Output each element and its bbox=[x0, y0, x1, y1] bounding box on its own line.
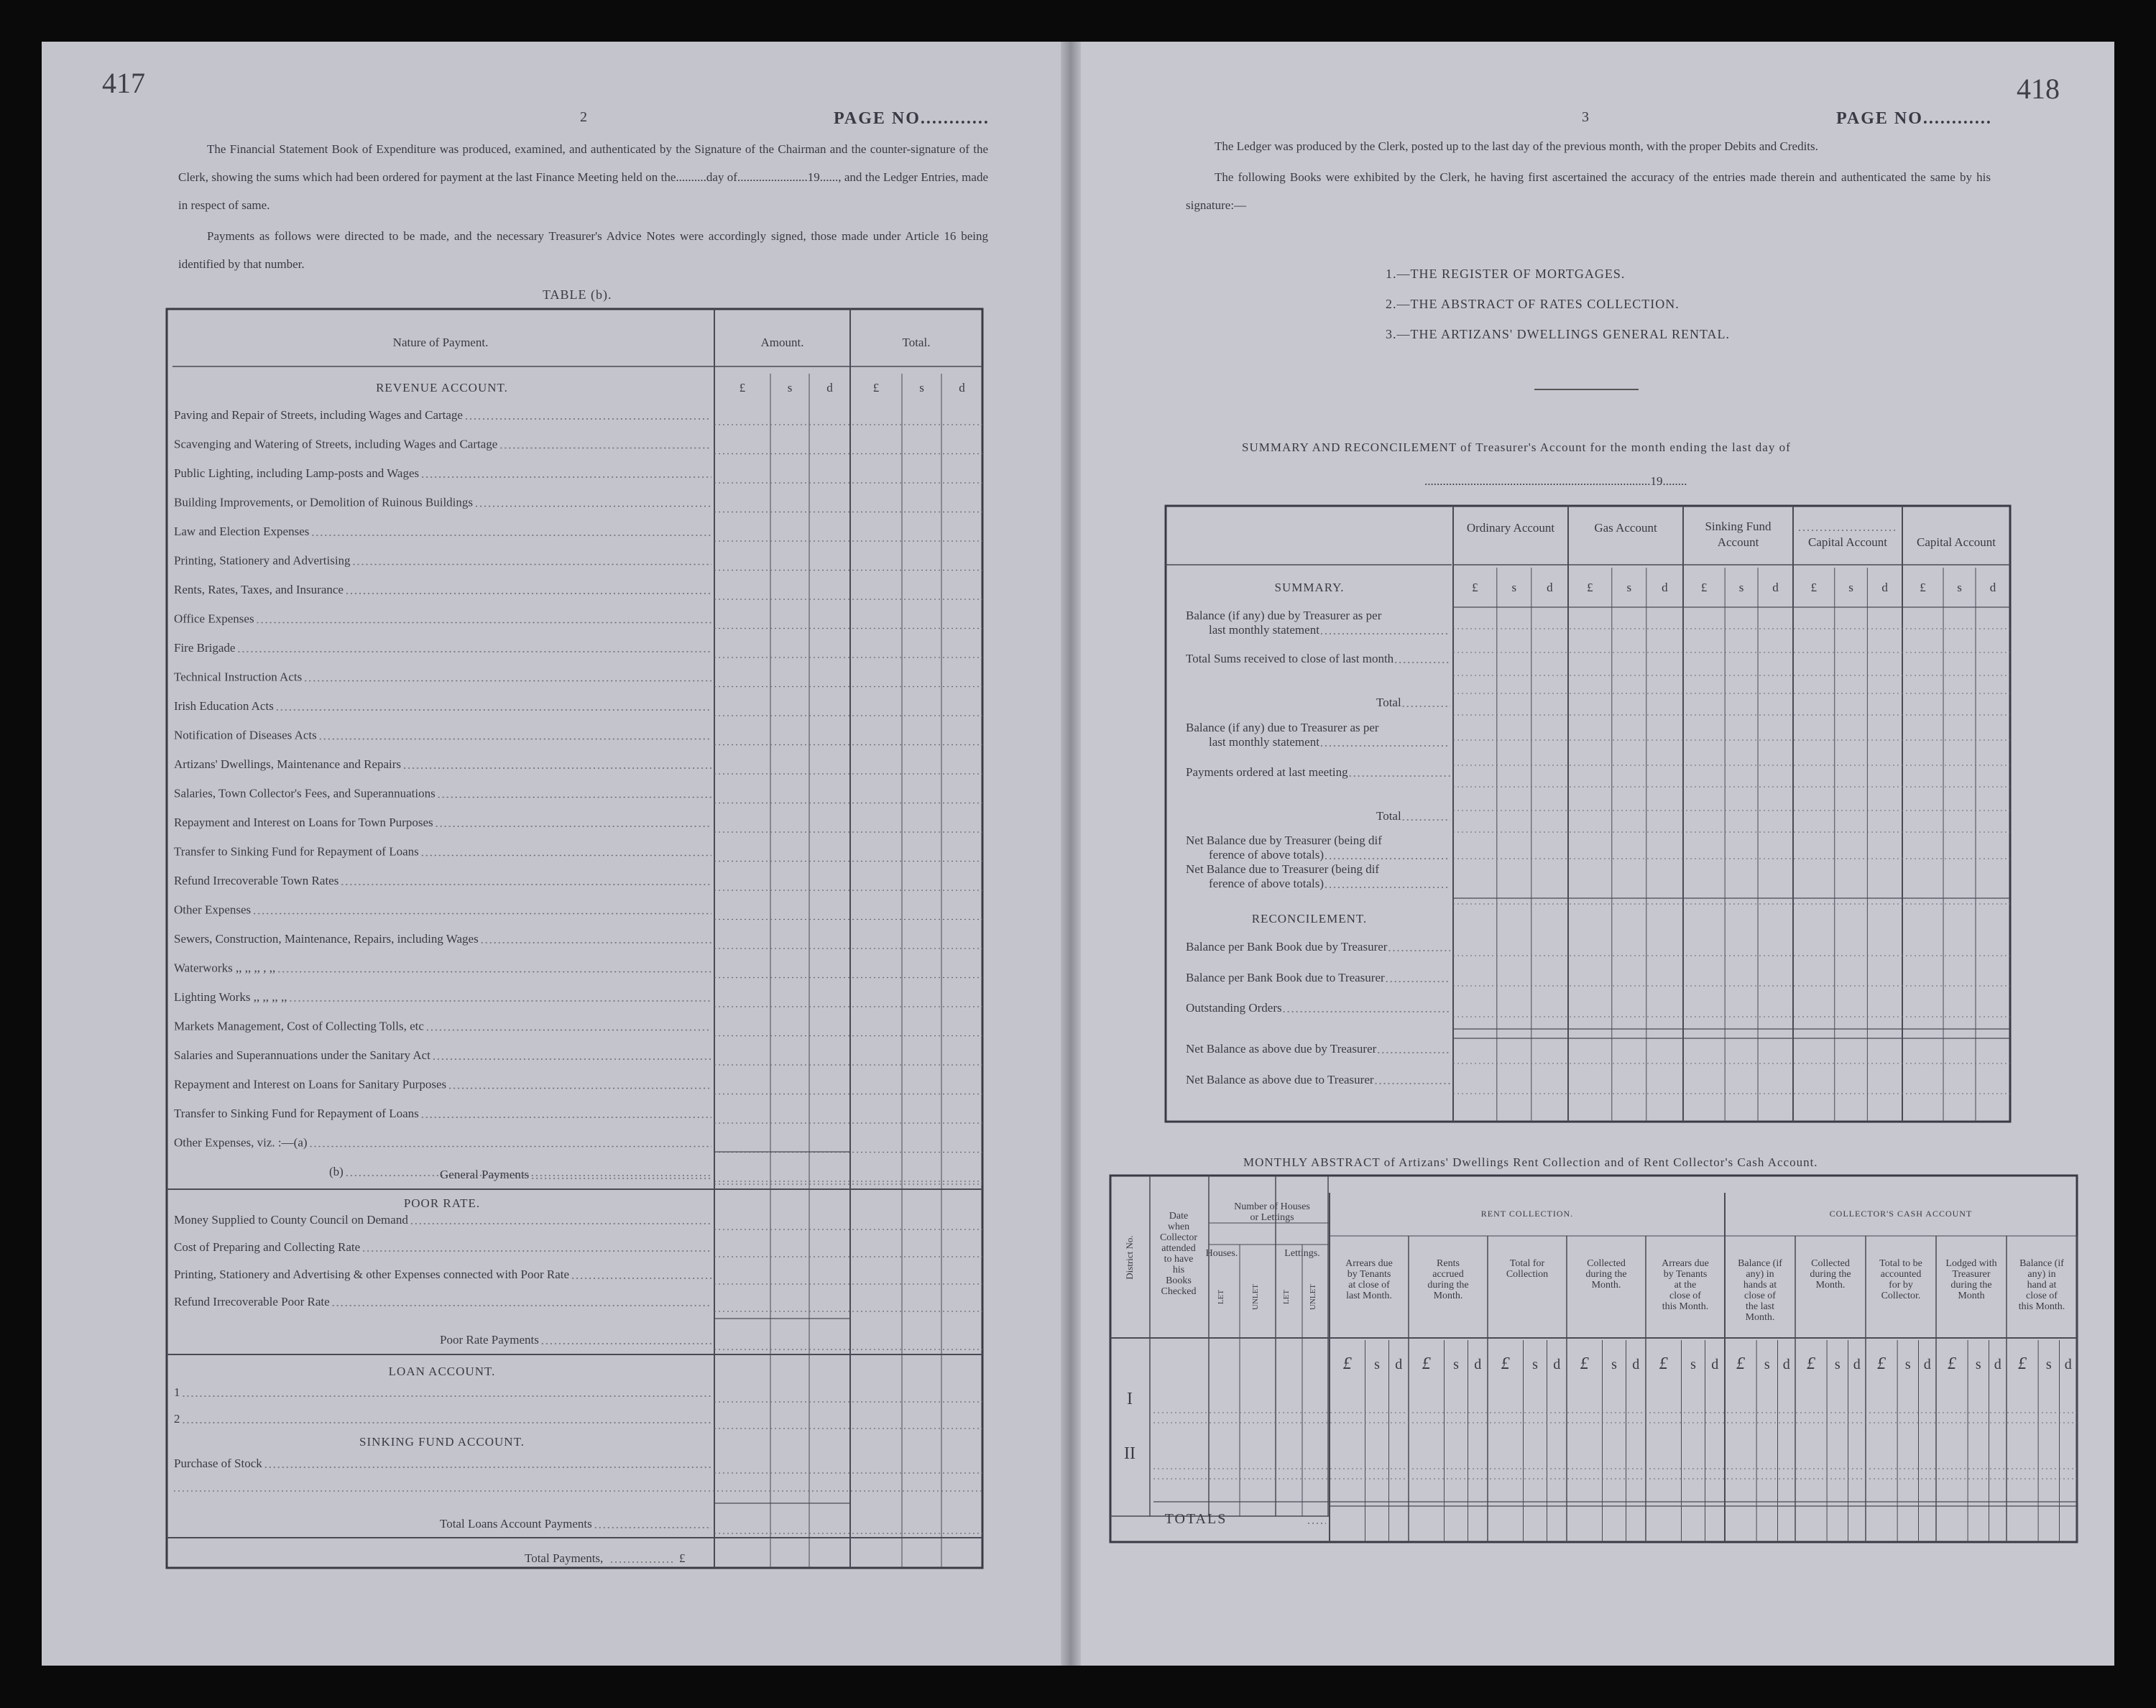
date-checked-header: Checked bbox=[1161, 1286, 1197, 1297]
collectors-cash-header: COLLECTOR'S CASH ACCOUNT bbox=[1829, 1209, 1973, 1219]
revenue-row: Paving and Repair of Streets, including Wages and Cartage bbox=[174, 408, 463, 422]
summary-heading: SUMMARY. bbox=[1274, 581, 1345, 594]
unit-label: £ bbox=[1807, 1354, 1816, 1373]
revenue-row: Markets Management, Cost of Collecting Tolls, etc bbox=[174, 1019, 424, 1033]
left-paragraph-1: The Financial Statement Book of Expenditure was produced, examined, and authenticated by the Signature of the Chairman and the counter-signature of the Clerk, showing the sums which had been ordered for payment at the last Finance Meeting held on the..........day of.......................19......, and the Ledger Entries, made in respect of same. bbox=[178, 142, 988, 212]
unit-label: s bbox=[1374, 1357, 1380, 1372]
unit-label: £ bbox=[1587, 581, 1593, 594]
header-total: Total. bbox=[902, 336, 931, 349]
unit-label: s bbox=[919, 381, 924, 394]
houses-header: Houses. bbox=[1205, 1248, 1238, 1259]
abstract-col-header: for by bbox=[1889, 1280, 1913, 1291]
revenue-heading: REVENUE ACCOUNT. bbox=[376, 381, 508, 394]
revenue-row: Transfer to Sinking Fund for Repayment of Loans bbox=[174, 1107, 419, 1120]
revenue-row: Repayment and Interest on Loans for Sanitary Purposes bbox=[174, 1077, 447, 1091]
poor-rate-heading: POOR RATE. bbox=[403, 1196, 481, 1210]
unit-label: £ bbox=[1877, 1354, 1886, 1373]
revenue-row: Other Expenses, viz. :—(a) bbox=[174, 1135, 308, 1150]
abstract-col-header: Collected bbox=[1811, 1258, 1850, 1269]
total-payments-unit: £ bbox=[679, 1551, 686, 1565]
unit-label: s bbox=[1957, 581, 1962, 594]
unit-label: s bbox=[1611, 1357, 1617, 1372]
totals-label: TOTALS bbox=[1164, 1511, 1227, 1527]
abstract-col-header: Lodged with bbox=[1945, 1258, 1997, 1269]
date-checked-header: to have bbox=[1164, 1254, 1194, 1265]
abstract-col-header: during the bbox=[1427, 1280, 1469, 1291]
total-loans-row: Total Loans Account Payments bbox=[440, 1517, 592, 1531]
unit-label: s bbox=[1626, 581, 1632, 594]
revenue-row: Printing, Stationery and Advertising bbox=[174, 553, 351, 568]
abstract-col-header: last Month. bbox=[1346, 1291, 1392, 1301]
unit-label: d bbox=[1553, 1357, 1561, 1372]
unit-label: £ bbox=[1810, 581, 1818, 594]
unit-label: d bbox=[826, 381, 833, 394]
summary-col-header: Gas Account bbox=[1594, 521, 1657, 535]
abstract-col-header: Month. bbox=[1815, 1280, 1846, 1291]
abstract-col-header: Month. bbox=[1433, 1291, 1463, 1301]
abstract-col-header: this Month. bbox=[1662, 1301, 1709, 1312]
abstract-col-header: Total to be bbox=[1879, 1258, 1922, 1269]
total-payments-label: Total Payments, bbox=[525, 1551, 604, 1565]
poor-row: Cost of Preparing and Collecting Rate bbox=[174, 1240, 361, 1254]
summary-date-line: ..........................................................................19........ bbox=[1424, 474, 1687, 488]
unit-label: s bbox=[1904, 1357, 1911, 1372]
unit-label: d bbox=[1662, 581, 1668, 594]
revenue-row: (b) bbox=[329, 1165, 344, 1178]
revenue-row: Public Lighting, including Lamp-posts and Wages bbox=[174, 466, 420, 480]
unit-label: £ bbox=[872, 381, 880, 394]
abstract-border bbox=[1110, 1176, 2077, 1542]
unit-label: d bbox=[1632, 1357, 1640, 1372]
header-nature: Nature of Payment. bbox=[392, 336, 489, 349]
abstract-col-header: any) in bbox=[1746, 1269, 1774, 1280]
left-page-no-label: PAGE NO............ bbox=[834, 109, 990, 128]
left-folio: 417 bbox=[102, 67, 145, 99]
right-page-no-label: PAGE NO............ bbox=[1836, 109, 1992, 128]
rent-collection-header: RENT COLLECTION. bbox=[1480, 1209, 1574, 1219]
summary-col-header: Ordinary Account bbox=[1466, 521, 1555, 535]
unit-label: d bbox=[1782, 1357, 1790, 1372]
summary-row: last monthly statement bbox=[1209, 735, 1319, 749]
unit-label: £ bbox=[1422, 1354, 1431, 1373]
loan-row: 1 bbox=[174, 1385, 180, 1399]
loan-row: 2 bbox=[174, 1412, 180, 1426]
unit-label: d bbox=[1989, 581, 1996, 594]
unit-label: s bbox=[1532, 1357, 1538, 1372]
poor-row: Money Supplied to County Council on Demand bbox=[174, 1213, 408, 1227]
let-unlet-header: LET bbox=[1217, 1289, 1225, 1305]
revenue-row: Salaries and Superannuations under the Sanitary Act bbox=[174, 1048, 430, 1062]
abstract-col-header: Collected bbox=[1587, 1258, 1626, 1269]
right-paragraph-1: The Ledger was produced by the Clerk, posted up to the last day of the previous month, with the proper Debits and Credits. bbox=[1215, 139, 1818, 153]
abstract-col-header: Treasurer bbox=[1952, 1269, 1991, 1280]
abstract-col-header: Month. bbox=[1745, 1312, 1775, 1323]
summary-total-row: Total bbox=[1376, 696, 1401, 709]
date-checked-header: attended bbox=[1161, 1243, 1196, 1254]
summary-row: Net Balance due to Treasurer (being dif bbox=[1186, 862, 1380, 876]
abstract-col-header: this Month. bbox=[2018, 1301, 2065, 1312]
abstract-col-header: during the bbox=[1810, 1269, 1851, 1280]
unit-label: s bbox=[1690, 1357, 1696, 1372]
reconcilement-row: Net Balance as above due by Treasurer bbox=[1186, 1042, 1377, 1056]
date-checked-header: when bbox=[1167, 1222, 1190, 1232]
unit-label: s bbox=[787, 381, 793, 394]
unit-label: d bbox=[1772, 581, 1779, 594]
abstract-col-header: hand at bbox=[2027, 1280, 2057, 1291]
reconcilement-row: Balance per Bank Book due by Treasurer bbox=[1186, 940, 1388, 954]
summary-row: Balance (if any) due to Treasurer as per bbox=[1186, 721, 1379, 734]
unit-label: s bbox=[1848, 581, 1853, 594]
abstract-col-header: Month bbox=[1958, 1291, 1985, 1301]
unit-label: d bbox=[959, 381, 965, 394]
summary-title: SUMMARY AND RECONCILEMENT of Treasurer's Account for the month ending the last day of bbox=[1242, 440, 1791, 454]
revenue-row: Repayment and Interest on Loans for Town Purposes bbox=[174, 816, 433, 829]
abstract-col-header: accrued bbox=[1432, 1269, 1464, 1280]
date-checked-header: Books bbox=[1166, 1275, 1192, 1286]
sinking-row: Purchase of Stock bbox=[174, 1457, 262, 1470]
reconcilement-row: Outstanding Orders bbox=[1186, 1001, 1282, 1015]
unit-label: £ bbox=[739, 381, 746, 394]
abstract-col-header: Balance (if bbox=[1738, 1258, 1782, 1269]
header-amount: Amount. bbox=[760, 336, 804, 349]
reconcilement-row: Net Balance as above due to Treasurer bbox=[1186, 1073, 1374, 1086]
abstract-col-header: the last bbox=[1745, 1301, 1775, 1312]
unit-label: s bbox=[2045, 1357, 2052, 1372]
summary-col-header: Capital Account bbox=[1807, 535, 1888, 549]
let-unlet-header: LET bbox=[1282, 1289, 1291, 1305]
abstract-col-header: Arrears due bbox=[1662, 1258, 1709, 1269]
unit-label: d bbox=[2064, 1357, 2072, 1372]
summary-row: Net Balance due by Treasurer (being dif bbox=[1186, 834, 1382, 847]
unit-label: £ bbox=[1920, 581, 1926, 594]
abstract-col-header: Total for bbox=[1509, 1258, 1545, 1269]
left-page-number: 2 bbox=[580, 109, 587, 125]
unit-label: d bbox=[1923, 1357, 1931, 1372]
revenue-row: Law and Election Expenses bbox=[174, 525, 310, 538]
unit-label: d bbox=[1853, 1357, 1861, 1372]
summary-row: ference of above totals) bbox=[1209, 848, 1324, 862]
summary-row: Payments ordered at last meeting bbox=[1186, 765, 1348, 779]
general-payments: General Payments bbox=[440, 1168, 530, 1181]
summary-col-header: Capital Account bbox=[1916, 535, 1996, 549]
poor-rate-payments: Poor Rate Payments bbox=[440, 1333, 539, 1347]
revenue-row: Other Expenses bbox=[174, 903, 252, 917]
summary-col-header: Sinking Fund bbox=[1705, 520, 1772, 533]
reconcilement-row: Balance per Bank Book due to Treasurer bbox=[1186, 971, 1385, 984]
abstract-col-header: at the bbox=[1674, 1280, 1697, 1291]
unit-label: £ bbox=[1659, 1354, 1668, 1373]
loan-heading: LOAN ACCOUNT. bbox=[388, 1365, 496, 1378]
abstract-col-header: any) in bbox=[2027, 1269, 2056, 1280]
unit-label: £ bbox=[1736, 1354, 1746, 1373]
reconcilement-heading: RECONCILEMENT. bbox=[1251, 912, 1368, 925]
unit-label: £ bbox=[1700, 581, 1708, 594]
unit-label: £ bbox=[2018, 1354, 2027, 1373]
abstract-col-header: Collection bbox=[1506, 1269, 1549, 1280]
revenue-row: Building Improvements, or Demolition of Ruinous Buildings bbox=[174, 495, 474, 509]
date-checked-header: Date bbox=[1169, 1211, 1189, 1222]
unit-label: s bbox=[1453, 1357, 1459, 1372]
book-item-3: 3.—THE ARTIZANS' DWELLINGS GENERAL RENTAL. bbox=[1386, 327, 1731, 341]
unit-label: s bbox=[1511, 581, 1517, 594]
abstract-col-header: Arrears due bbox=[1345, 1258, 1393, 1269]
abstract-col-header: close of bbox=[2026, 1291, 2058, 1301]
revenue-row: Transfer to Sinking Fund for Repayment of Loans bbox=[174, 844, 419, 859]
let-unlet-header: UNLET bbox=[1251, 1283, 1260, 1311]
unit-label: d bbox=[1994, 1357, 2001, 1372]
right-folio: 418 bbox=[2017, 73, 2060, 105]
book-item-2: 2.—THE ABSTRACT OF RATES COLLECTION. bbox=[1386, 297, 1680, 311]
left-paragraph-2: Payments as follows were directed to be made, and the necessary Treasurer's Advice Notes were accordingly signed, those made under Article 16 being identified by that number. bbox=[178, 229, 988, 271]
district-label: II bbox=[1124, 1444, 1135, 1463]
summary-row: last monthly statement bbox=[1209, 623, 1319, 637]
sinking-heading: SINKING FUND ACCOUNT. bbox=[359, 1435, 525, 1449]
unit-label: £ bbox=[1342, 1354, 1352, 1373]
abstract-col-header: by Tenants bbox=[1347, 1269, 1391, 1280]
summary-row: ference of above totals) bbox=[1209, 877, 1324, 890]
abstract-col-header: during the bbox=[1950, 1280, 1992, 1291]
right-paragraph-2: The following Books were exhibited by the Clerk, he having first ascertained the accuracy of the entries made therein and authenticated the same by his signature:— bbox=[1186, 170, 1991, 212]
revenue-row: Notification of Diseases Acts bbox=[174, 728, 317, 742]
revenue-row: Irish Education Acts bbox=[174, 699, 274, 713]
revenue-row: Waterworks ,, ,, ,, , ,, bbox=[174, 961, 276, 975]
abstract-col-header: accounted bbox=[1880, 1269, 1922, 1280]
unit-label: d bbox=[1395, 1357, 1403, 1372]
abstract-col-header: Month. bbox=[1591, 1280, 1621, 1291]
revenue-row: Sewers, Construction, Maintenance, Repairs, including Wages bbox=[174, 932, 479, 946]
abstract-col-header: Rents bbox=[1437, 1258, 1460, 1269]
summary-total-row: Total bbox=[1376, 809, 1401, 823]
summary-row: Balance (if any) due by Treasurer as per bbox=[1186, 609, 1382, 622]
abstract-col-header: hands at bbox=[1743, 1280, 1777, 1291]
district-label: I bbox=[1127, 1390, 1133, 1408]
date-checked-header: Collector bbox=[1159, 1232, 1198, 1243]
poor-row: Printing, Stationery and Advertising & other Expenses connected with Poor Rate bbox=[174, 1268, 570, 1281]
revenue-row: Technical Instruction Acts bbox=[174, 670, 303, 684]
summary-row: Total Sums received to close of last month bbox=[1186, 652, 1394, 665]
district-no-header: District No. bbox=[1124, 1235, 1135, 1280]
unit-label: d bbox=[1474, 1357, 1482, 1372]
unit-label: s bbox=[1738, 581, 1744, 594]
abstract-col-header: close of bbox=[1669, 1291, 1701, 1301]
houses-group-header: Number of Houses bbox=[1234, 1201, 1310, 1212]
revenue-row: Refund Irrecoverable Town Rates bbox=[174, 874, 339, 887]
unit-label: d bbox=[1711, 1357, 1719, 1372]
unit-label: d bbox=[1881, 581, 1888, 594]
right-page-number: 3 bbox=[1582, 109, 1589, 125]
revenue-row: Fire Brigade bbox=[174, 641, 236, 655]
poor-row: Refund Irrecoverable Poor Rate bbox=[174, 1295, 330, 1308]
unit-label: s bbox=[1975, 1357, 1981, 1372]
revenue-row: Artizans' Dwellings, Maintenance and Repairs bbox=[174, 757, 402, 771]
abstract-col-header: Collector. bbox=[1881, 1291, 1921, 1301]
abstract-col-header: close of bbox=[1744, 1291, 1776, 1301]
unit-label: s bbox=[1764, 1357, 1770, 1372]
unit-label: £ bbox=[1472, 581, 1478, 594]
date-checked-header: his bbox=[1172, 1265, 1185, 1275]
table-b-caption: TABLE (b). bbox=[543, 287, 612, 302]
lettings-header: Lettings. bbox=[1284, 1248, 1320, 1259]
abstract-col-header: Balance (if bbox=[2019, 1258, 2064, 1269]
revenue-row: Rents, Rates, Taxes, and Insurance bbox=[174, 583, 344, 596]
unit-label: s bbox=[1834, 1357, 1841, 1372]
unit-label: £ bbox=[1948, 1354, 1957, 1373]
revenue-row: Lighting Works ,, ,, ,, ,, bbox=[174, 990, 287, 1004]
summary-col-header: Account bbox=[1717, 535, 1759, 549]
abstract-title: MONTHLY ABSTRACT of Artizans' Dwellings Rent Collection and of Rent Collector's Cash Account. bbox=[1243, 1155, 1818, 1169]
let-unlet-header: UNLET bbox=[1309, 1283, 1317, 1311]
abstract-col-header: at close of bbox=[1348, 1280, 1390, 1291]
abstract-col-header: during the bbox=[1585, 1269, 1627, 1280]
abstract-col-header: by Tenants bbox=[1663, 1269, 1708, 1280]
unit-label: £ bbox=[1580, 1354, 1589, 1373]
book-item-1: 1.—THE REGISTER OF MORTGAGES. bbox=[1386, 267, 1626, 281]
revenue-row: Salaries, Town Collector's Fees, and Superannuations bbox=[174, 786, 436, 800]
houses-group-header: or Lettings bbox=[1250, 1212, 1294, 1223]
revenue-row: Scavenging and Watering of Streets, including Wages and Cartage bbox=[174, 437, 498, 451]
revenue-row: Office Expenses bbox=[174, 611, 254, 626]
unit-label: £ bbox=[1501, 1354, 1510, 1373]
unit-label: d bbox=[1547, 581, 1553, 594]
